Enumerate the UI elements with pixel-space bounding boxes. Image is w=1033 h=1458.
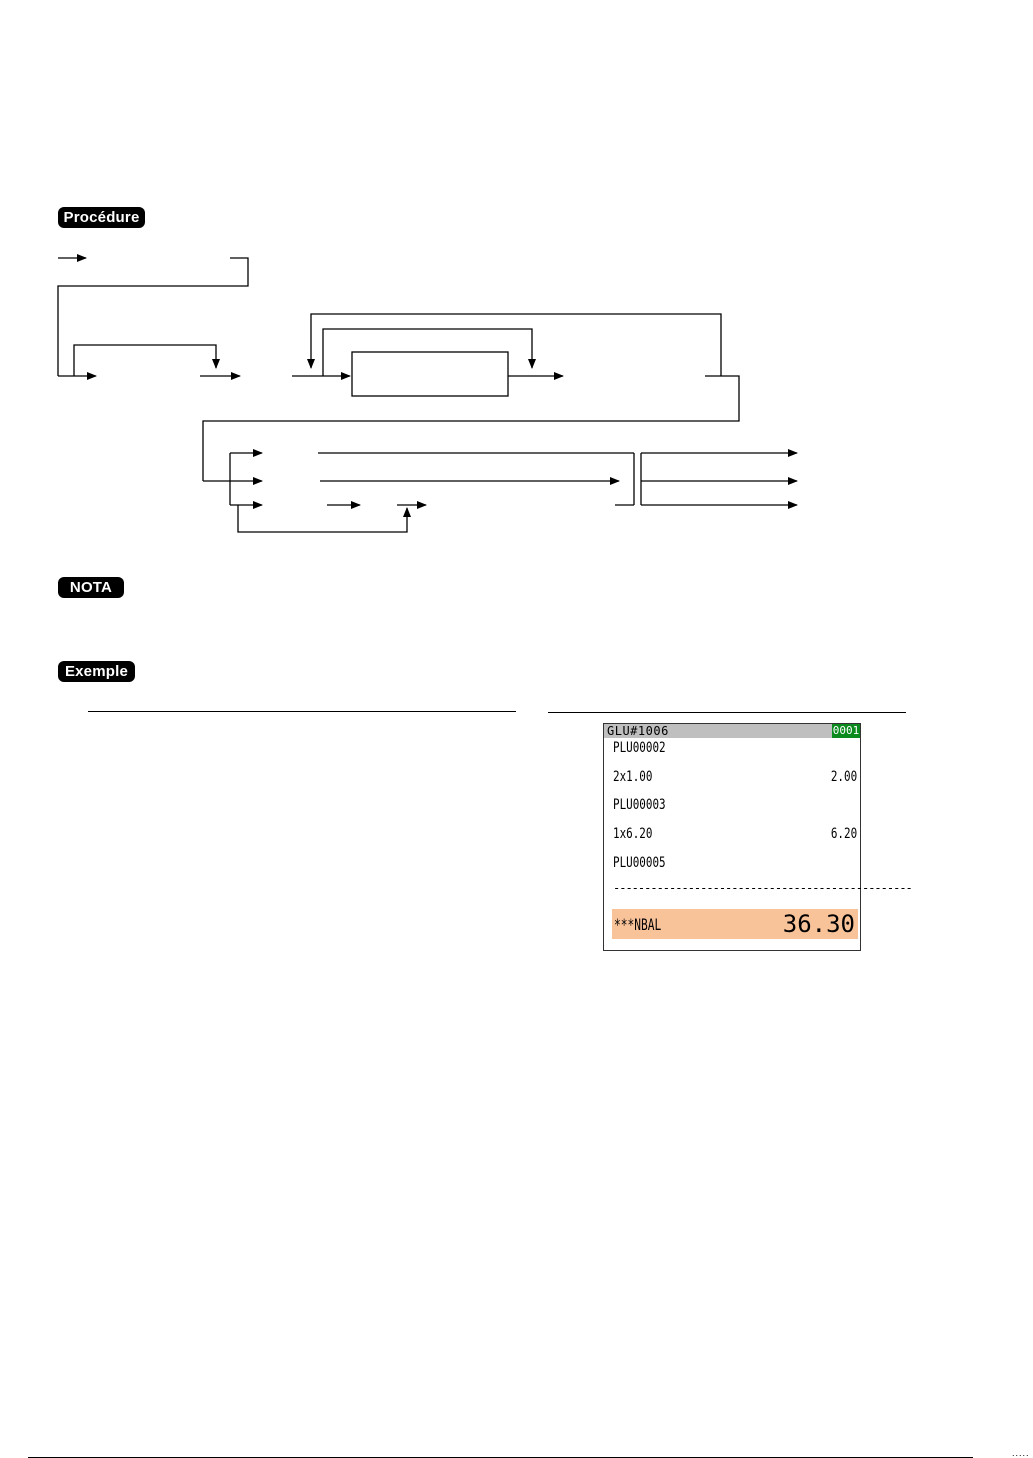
display-title: GLU#1006 — [607, 724, 669, 738]
procedure-flow-diagram — [0, 240, 820, 550]
flow-bypass — [74, 345, 216, 376]
display-line — [613, 768, 858, 786]
flow-connector — [58, 258, 248, 376]
flow-connector — [203, 376, 739, 481]
display-line — [613, 825, 858, 843]
balance-label: ***NBAL — [614, 915, 662, 934]
flow-box — [352, 352, 508, 396]
procedure-badge: Procédure — [58, 207, 145, 228]
flow-bypass — [238, 505, 407, 532]
display-line — [613, 739, 804, 757]
line-label: PLU00005 — [613, 855, 666, 871]
balance-bar — [612, 909, 858, 939]
example-column-rule-right — [548, 712, 906, 713]
display-separator: ------------------------------------------------ — [613, 881, 912, 895]
line-label: PLU00003 — [613, 797, 666, 813]
register-display — [603, 723, 912, 951]
example-column-rule-left — [88, 711, 516, 712]
line-label: 1x6.20 — [613, 826, 653, 842]
line-label: PLU00002 — [613, 740, 666, 756]
display-line — [613, 796, 804, 814]
line-label: 2x1.00 — [613, 769, 653, 785]
display-line — [613, 854, 804, 872]
display-counter: 0001 — [832, 724, 860, 737]
exemple-badge: Exemple — [58, 661, 135, 682]
nota-badge: NOTA — [58, 577, 124, 598]
page-marker: ..... — [1012, 1448, 1030, 1458]
flow-loop-outer — [311, 314, 721, 376]
line-amount: 2.00 — [830, 769, 858, 785]
display-header — [604, 724, 860, 738]
line-amount: 6.20 — [830, 826, 858, 842]
balance-amount: 36.30 — [782, 910, 855, 938]
